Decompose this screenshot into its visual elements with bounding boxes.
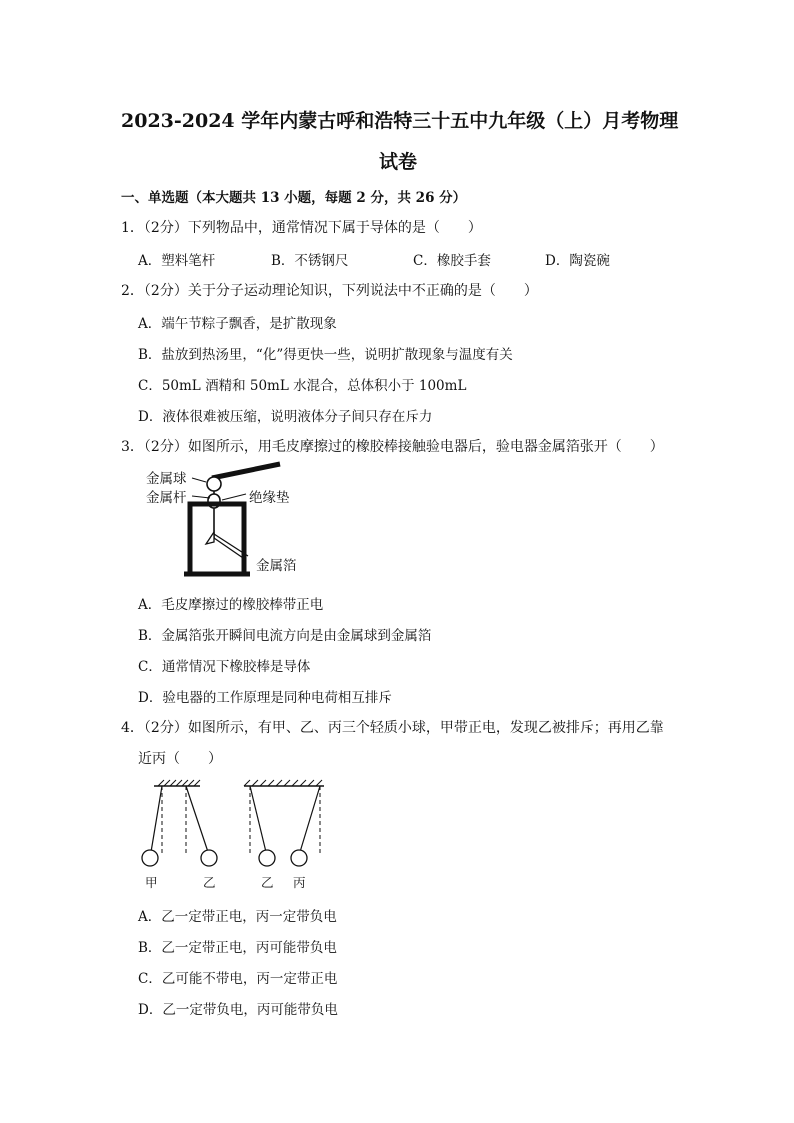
label-metal-rod: 金属杆 (146, 490, 187, 506)
question-1-option-c: C．橡胶手套 (413, 253, 491, 269)
question-3-option-d: D．验电器的工作原理是同种电荷相互排斥 (138, 690, 392, 706)
question-3-stem: 3．（2分）如图所示，用毛皮摩擦过的橡胶棒接触验电器后，验电器金属箔张开（ ） (121, 439, 664, 455)
label-metal-ball: 金属球 (146, 471, 187, 487)
question-3-option-b: B．金属箔张开瞬间电流方向是由金属球到金属箔 (138, 628, 432, 644)
question-3-option-a: A．毛皮摩擦过的橡胶棒带正电 (138, 597, 324, 613)
ball-jia (142, 850, 158, 866)
label-yi-left: 乙 (203, 875, 216, 890)
metal-foil (206, 532, 214, 544)
question-2-option-c: C．50mL 酒精和 50mL 水混合，总体积小于 100mL (138, 378, 467, 394)
metal-ball (207, 477, 221, 491)
question-3-option-c: C．通常情况下橡胶棒是导体 (138, 659, 311, 675)
pendulum-balls-figure (140, 780, 340, 870)
rubber-rod (212, 464, 280, 478)
question-4-option-c: C．乙可能不带电，丙一定带正电 (138, 971, 338, 987)
label-metal-foil: 金属箔 (256, 558, 297, 574)
question-4-stem-line1: 4．（2分）如图所示，有甲、乙、丙三个轻质小球，甲带正电，发现乙被排斥；再用乙靠 (121, 720, 664, 736)
label-jia: 甲 (145, 875, 158, 890)
label-insulating-pad: 绝缘垫 (249, 490, 290, 506)
question-2-option-a: A．端午节粽子飘香，是扩散现象 (138, 316, 337, 332)
document-title-line2: 试卷 (379, 151, 418, 173)
ball-yi-left (201, 850, 217, 866)
question-4-option-a: A．乙一定带正电，丙一定带负电 (138, 909, 337, 925)
electroscope-frame (190, 504, 244, 574)
question-4-option-d: D．乙一定带负电，丙可能带负电 (138, 1002, 338, 1018)
label-yi-right: 乙 (261, 875, 274, 890)
question-2-option-b: B．盐放到热汤里，“化”得更快一些，说明扩散现象与温度有关 (138, 347, 513, 363)
question-4-option-b: B．乙一定带正电，丙可能带负电 (138, 940, 337, 956)
question-1-option-b: B．不锈钢尺 (271, 253, 349, 269)
label-bing: 丙 (293, 875, 306, 890)
question-2-stem: 2．（2分）关于分子运动理论知识，下列说法中不正确的是（ ） (121, 283, 538, 299)
question-4-stem-line2: 近丙（ ） (138, 751, 222, 767)
document-title-line1: 2023-2024 学年内蒙古呼和浩特三十五中九年级（上）月考物理 (121, 110, 679, 132)
question-1-option-a: A．塑料笔杆 (138, 253, 216, 269)
section-heading: 一、单选题（本大题共 13 小题，每题 2 分，共 26 分） (121, 190, 467, 206)
question-1-stem: 1．（2分）下列物品中，通常情况下属于导体的是（ ） (121, 220, 482, 236)
question-2-option-d: D．液体很难被压缩，说明液体分子间只存在斥力 (138, 409, 433, 425)
ball-bing (291, 850, 307, 866)
ball-yi-right (259, 850, 275, 866)
question-1-option-d: D．陶瓷碗 (545, 253, 610, 269)
